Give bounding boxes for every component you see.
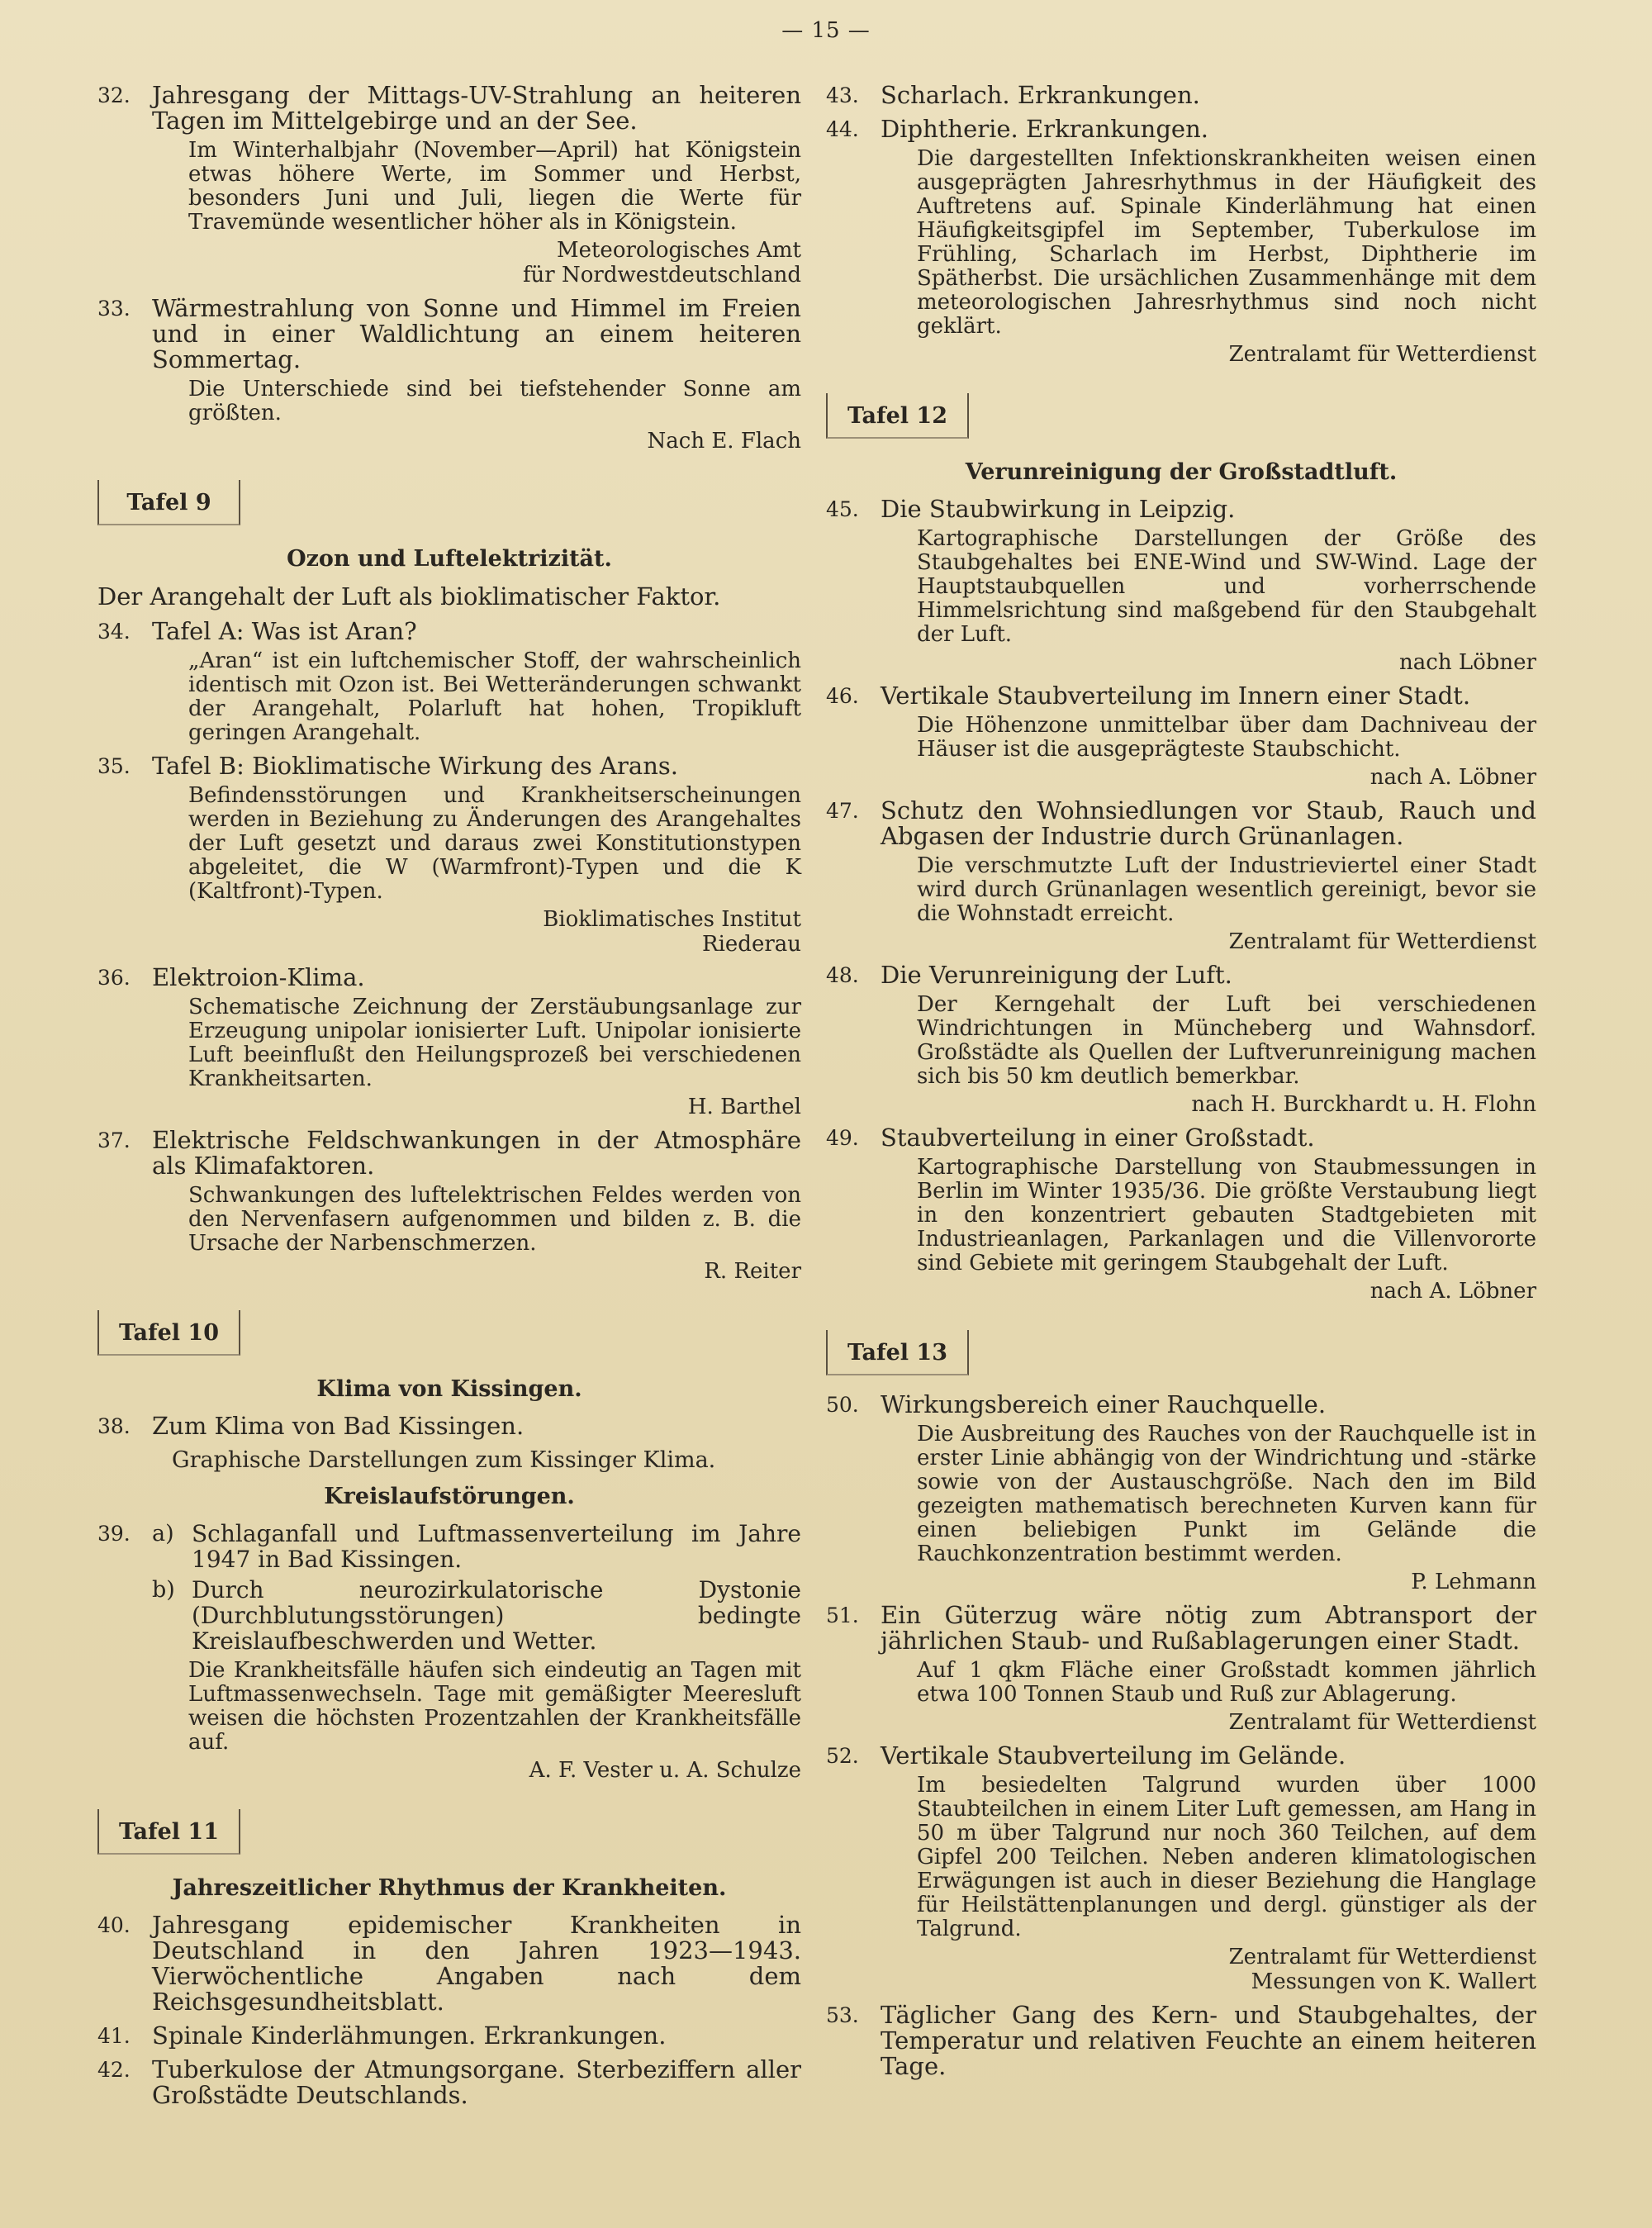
section-title-tafel-12: Verunreinigung der Großstadtluft. <box>965 459 1398 485</box>
entry-source: nach A. Löbner <box>1370 1279 1536 1304</box>
entry-source: Meteorologisches Amt für Nordwestdeutschland <box>522 238 801 287</box>
entry-title: Vertikale Staubverteilung im Innern einer Stadt. <box>881 682 1471 710</box>
entry-number: 47. <box>826 799 859 823</box>
entry-title: Wirkungsbereich einer Rauchquelle. <box>881 1390 1327 1418</box>
entry-title: Täglicher Gang des Kern- und Staubgehaltes, der Temperatur und relativen Feuchte an einem heiteren Tage. <box>881 2001 1536 2080</box>
section-intro: Der Arangehalt der Luft als bioklimatischer Faktor. <box>97 582 721 610</box>
entry-39-a <box>152 1521 801 1572</box>
entry-title: Zum Klima von Bad Kissingen. <box>152 1412 525 1440</box>
entry-body: Die Krankheitsfälle häufen sich eindeutig an Tagen mit Luftmassenwechseln. Tage mit gemäßigter Meeresluft weisen die höchsten Prozentzahlen der Krankheitsfälle auf. <box>188 1658 801 1755</box>
entry-body: Kartographische Darstellung von Staubmessungen in Berlin im Winter 1935/36. Die größte Verstaubung liegt in den konzentriert gebauten Stadtgebieten mit Industrieanlagen, Parkanlagen und die Villenvororte sind Gebiete mit geringem Staubgehalt der Luft. <box>917 1155 1536 1276</box>
entry-source: R. Reiter <box>704 1259 801 1284</box>
sub-text: Schlaganfall und Luftmassenverteilung im Jahre 1947 in Bad Kissingen. <box>192 1520 801 1573</box>
entry-title: Tafel B: Bioklimatische Wirkung des Arans. <box>152 752 678 780</box>
entry-title: Tafel A: Was ist Aran? <box>152 617 417 645</box>
tafel-12-label: Tafel 12 <box>826 393 969 439</box>
tafel-13-label: Tafel 13 <box>826 1330 969 1375</box>
entry-number: 35. <box>97 754 131 778</box>
right-column <box>826 83 1536 2088</box>
entry-36 <box>97 965 801 1119</box>
entry-39-b <box>152 1577 801 1654</box>
entry-title: Staubverteilung in einer Großstadt. <box>881 1124 1315 1152</box>
entry-number: 40. <box>97 1913 131 1937</box>
entry-body: Kartographische Darstellungen der Größe des Staubgehaltes bei ENE-Wind und SW-Wind. Lage der Hauptstaubquellen und vorherrschende Himmelsrichtung sind maßgebend für den Staubgehalt der Luft. <box>917 526 1536 647</box>
entry-32 <box>97 83 801 287</box>
entry-number: 41. <box>97 2024 131 2048</box>
entry-title: Die Verunreinigung der Luft. <box>881 961 1232 989</box>
entry-title: Diphtherie. Erkrankungen. <box>881 115 1208 143</box>
left-column <box>97 83 801 2116</box>
tafel-10-label: Tafel 10 <box>97 1310 240 1356</box>
entry-49 <box>826 1125 1536 1304</box>
entry-body: Der Kerngehalt der Luft bei verschiedenen Windrichtungen in Müncheberg und Wahnsdorf. Großstädte als Quellen der Luftverunreinigung machen sich bis 50 km deutlich bemerkbar. <box>917 992 1536 1089</box>
entry-44 <box>826 116 1536 367</box>
entry-number: 38. <box>97 1414 131 1438</box>
tafel-11-label: Tafel 11 <box>97 1809 240 1855</box>
entry-source: Zentralamt für Wetterdienst <box>1228 929 1536 954</box>
sub-text: Durch neurozirkulatorische Dystonie (Durchblutungsstörungen) bedingte Kreislaufbeschwerden und Wetter. <box>192 1576 801 1655</box>
entry-33 <box>97 296 801 454</box>
entry-body: Die verschmutzte Luft der Industrieviertel einer Stadt wird durch Grünanlagen wesentlich gereinigt, bevor sie die Wohnstadt erreicht. <box>917 853 1536 926</box>
entry-number: 32. <box>97 83 131 107</box>
entry-53 <box>826 2002 1536 2079</box>
entry-source: A. F. Vester u. A. Schulze <box>529 1758 801 1783</box>
entry-title: Die Staubwirkung in Leipzig. <box>881 495 1236 523</box>
entry-34 <box>97 619 801 745</box>
entry-number: 53. <box>826 2003 859 2027</box>
entry-body: Auf 1 qkm Fläche einer Großstadt kommen jährlich etwa 100 Tonnen Staub und Ruß zur Ablagerung. <box>917 1658 1536 1707</box>
entry-body: Befindensstörungen und Krankheitserscheinungen werden in Beziehung zu Änderungen des Arangehaltes der Luft gesetzt und daraus zwei Konstitutionstypen abgeleitet, die W (Warmfront)-Typen und die K (Kaltfront)-Typen. <box>188 783 801 904</box>
entry-number: 52. <box>826 1744 859 1768</box>
entry-title: Scharlach. Erkrankungen. <box>881 81 1200 109</box>
entry-title: Ein Güterzug wäre nötig zum Abtransport der jährlichen Staub- und Rußablagerungen einer Stadt. <box>881 1601 1536 1655</box>
entry-source: nach Löbner <box>1399 650 1536 675</box>
entry-title: Vertikale Staubverteilung im Gelände. <box>881 1741 1346 1770</box>
entry-source: Nach E. Flach <box>647 429 801 454</box>
entry-number: 36. <box>97 966 131 990</box>
entry-source: P. Lehmann <box>1411 1570 1536 1594</box>
page-number: — 15 — <box>781 18 871 43</box>
entry-number: 37. <box>97 1128 131 1152</box>
entry-48 <box>826 962 1536 1117</box>
entry-number: 46. <box>826 684 859 708</box>
entry-38 <box>97 1413 801 1439</box>
entry-source: H. Barthel <box>687 1095 801 1119</box>
entry-37 <box>97 1128 801 1284</box>
entry-number: 45. <box>826 497 859 521</box>
entry-47 <box>826 798 1536 954</box>
entry-title: Schutz den Wohnsiedlungen vor Staub, Rauch und Abgasen der Industrie durch Grünanlagen. <box>881 796 1536 850</box>
section-title-tafel-9: Ozon und Luftelektrizität. <box>287 546 612 572</box>
entry-source: Zentralamt für Wetterdienst <box>1228 342 1536 367</box>
entry-50 <box>826 1392 1536 1594</box>
entry-body: Schwankungen des luftelektrischen Feldes werden von den Nervenfasern aufgenommen und bilden z. B. die Ursache der Narbenschmerzen. <box>188 1183 801 1256</box>
entry-title: Spinale Kinderlähmungen. Erkrankungen. <box>152 2021 667 2050</box>
entry-38-note: Graphische Darstellungen zum Kissinger Klima. <box>172 1447 716 1473</box>
entry-number: 43. <box>826 83 859 107</box>
entry-body: Die Höhenzone unmittelbar über dam Dachniveau der Häuser ist die ausgeprägteste Staubschicht. <box>917 713 1536 762</box>
entry-title: Jahresgang epidemischer Krankheiten in Deutschland in den Jahren 1923—1943. Vierwöchentliche Angaben nach dem Reichsgesundheitsblatt. <box>152 1911 801 2016</box>
section-subtitle-kreislauf: Kreislaufstörungen. <box>324 1484 575 1509</box>
entry-number: 44. <box>826 117 859 141</box>
entry-body: Im besiedelten Talgrund wurden über 1000 Staubteilchen in einem Liter Luft gemessen, am Hang in 50 m über Talgrund nur noch 360 Teilchen, auf dem Gipfel 200 Teilchen. Neben anderen klimatologischen Erwägungen ist auch in dieser Beziehung die Hanglage für Heilstättenplanungen und dergl. günstiger als der Talgrund. <box>917 1773 1536 1941</box>
entry-source: Zentralamt für Wetterdienst <box>1228 1710 1536 1735</box>
entry-number: 34. <box>97 620 131 644</box>
entry-35 <box>97 753 801 957</box>
entry-45 <box>826 496 1536 675</box>
entry-39 <box>97 1521 801 1783</box>
entry-51 <box>826 1603 1536 1735</box>
entry-42 <box>97 2057 801 2108</box>
section-title-tafel-10: Klima von Kissingen. <box>316 1376 582 1402</box>
sub-letter: b) <box>152 1577 175 1603</box>
entry-body: Im Winterhalbjahr (November—April) hat Königstein etwas höhere Werte, im Sommer und Herbst, besonders Juni und Juli, liegen die Werte für Travemünde wesentlicher höher als in Königstein. <box>188 138 801 235</box>
entry-41 <box>97 2023 801 2049</box>
entry-number: 42. <box>97 2058 131 2082</box>
entry-body: „Aran“ ist ein luftchemischer Stoff, der wahrscheinlich identisch mit Ozon ist. Bei Wetteränderungen schwankt der Arangehalt, Polarluft hat hohen, Tropikluft geringen Arangehalt. <box>188 648 801 745</box>
entry-title: Elektrische Feldschwankungen in der Atmosphäre als Klimafaktoren. <box>152 1126 801 1180</box>
entry-title: Elektroion-Klima. <box>152 963 365 991</box>
entry-43 <box>826 83 1536 108</box>
sub-letter: a) <box>152 1521 174 1546</box>
entry-number: 48. <box>826 963 859 987</box>
section-title-tafel-11: Jahreszeitlicher Rhythmus der Krankheiten. <box>172 1875 727 1901</box>
entry-source: nach A. Löbner <box>1370 765 1536 790</box>
entry-40 <box>97 1912 801 2015</box>
entry-source: Bioklimatisches Institut Riederau <box>543 907 801 957</box>
entry-number: 50. <box>826 1393 859 1417</box>
entry-source: nach H. Burckhardt u. H. Flohn <box>1191 1092 1536 1117</box>
entry-body: Die Unterschiede sind bei tiefstehender Sonne am größten. <box>188 377 801 425</box>
entry-body: Schematische Zeichnung der Zerstäubungsanlage zur Erzeugung unipolar ionisierter Luft. Unipolar ionisierte Luft beeinflußt den Heilungsprozeß bei verschiedenen Krankheitsarten. <box>188 995 801 1091</box>
entry-body: Die dargestellten Infektionskrankheiten weisen einen ausgeprägten Jahresrhythmus in der Häufigkeit des Auftretens auf. Spinale Kinderlähmung hat einen Häufigkeitsgipfel im September, Tuberkulose im Frühling, Scharlach im Herbst, Diphtherie im Spätherbst. Die ursächlichen Zusammenhänge mit dem meteorologischen Jahresrhythmus sind noch nicht geklärt. <box>917 146 1536 339</box>
entry-number: 33. <box>97 297 131 321</box>
entry-52 <box>826 1743 1536 1994</box>
entry-number: 39. <box>97 1522 131 1546</box>
entry-body: Die Ausbreitung des Rauches von der Rauchquelle ist in erster Linie abhängig von der Windrichtung und -stärke sowie von der Austauschgröße. Nach den im Bild gezeigten mathematisch berechneten Kurven kann für einen beliebigen Punkt im Gelände die Rauchkonzentration bestimmt werden. <box>917 1422 1536 1566</box>
entry-46 <box>826 683 1536 790</box>
entry-number: 51. <box>826 1603 859 1627</box>
entry-title: Jahresgang der Mittags-UV-Strahlung an heiteren Tagen im Mittelgebirge und an der See. <box>152 81 801 135</box>
entry-title: Tuberkulose der Atmungsorgane. Sterbeziffern aller Großstädte Deutschlands. <box>152 2055 801 2109</box>
entry-title: Wärmestrahlung von Sonne und Himmel im Freien und in einer Waldlichtung an einem heiteren Sommertag. <box>152 294 801 373</box>
entry-number: 49. <box>826 1126 859 1150</box>
tafel-9-label: Tafel 9 <box>97 480 240 525</box>
entry-source: Zentralamt für Wetterdienst Messungen von K. Wallert <box>1228 1945 1536 1994</box>
